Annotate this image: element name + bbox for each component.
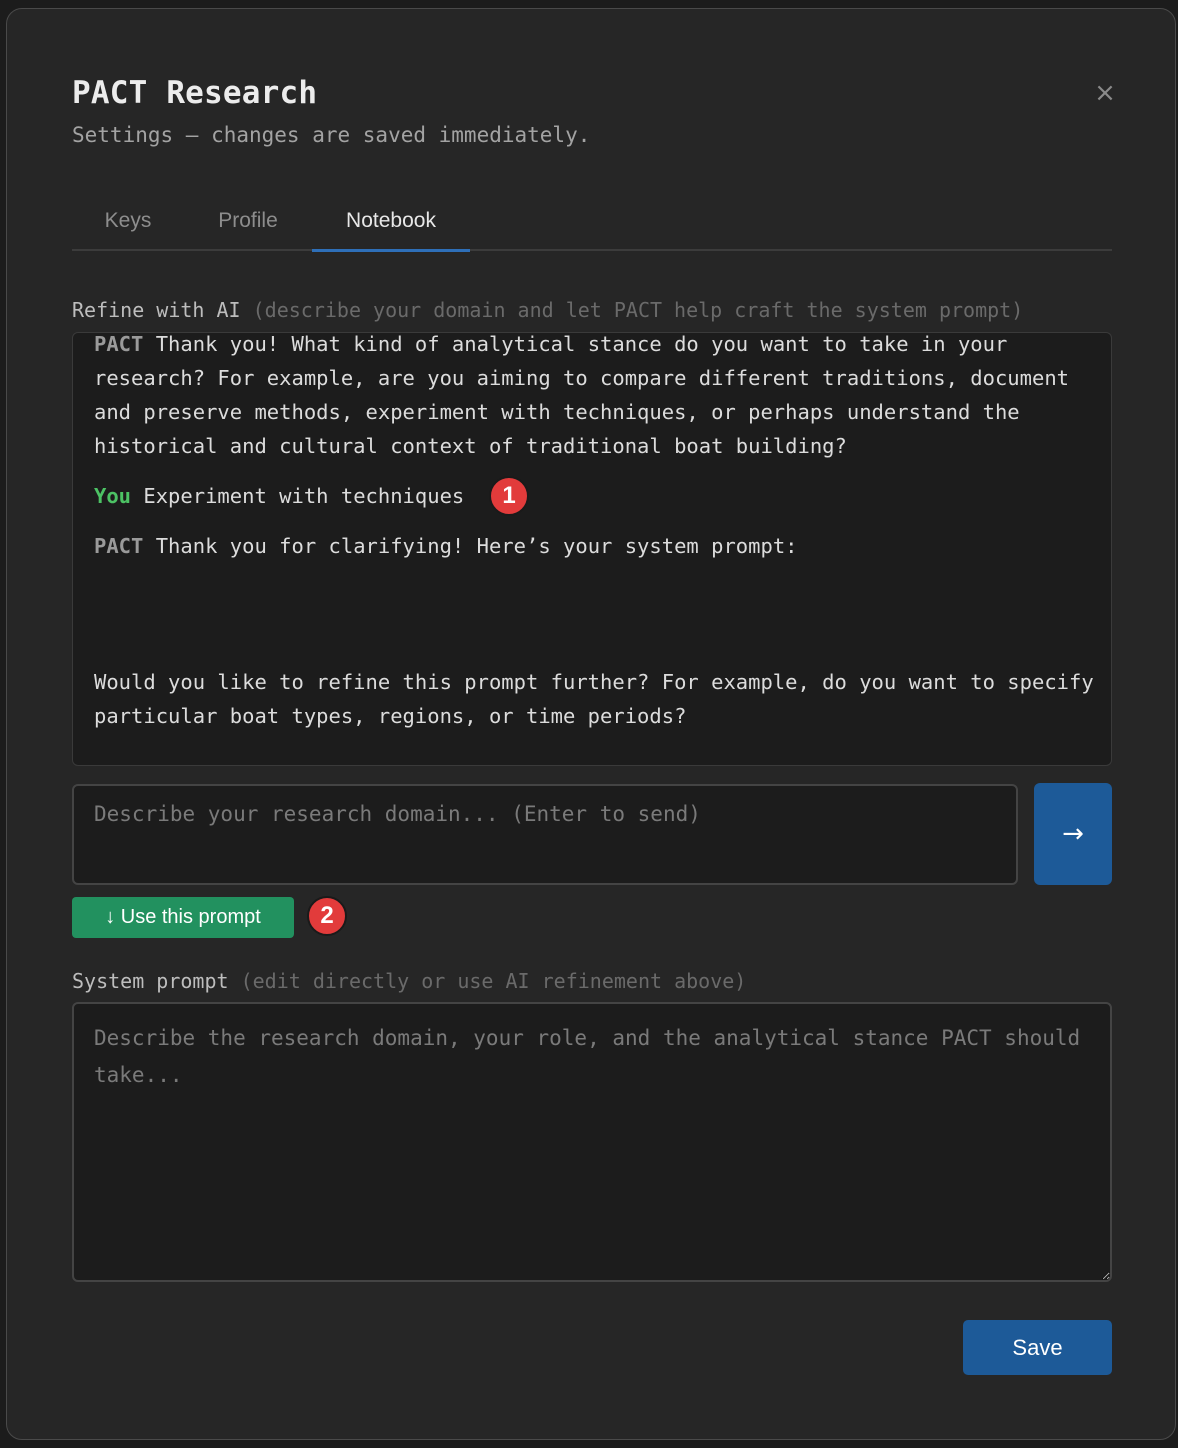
close-icon[interactable]: × <box>1094 78 1116 108</box>
system-prompt-textarea[interactable] <box>72 1002 1112 1282</box>
chat-message-you <box>94 479 1094 513</box>
chat-message-pact <box>94 332 1094 463</box>
system-prompt-label-text: System prompt <box>72 969 229 993</box>
speaker-you: You <box>94 484 132 508</box>
message-text: Thank you! What kind of analytical stance do you want to take in your research? For example, are you aiming to compare different traditions, document and preserve methods, experiment with techniques, or perhaps understand the historical and cultural context of traditional boat building? <box>94 332 1082 458</box>
tab-notebook[interactable]: Notebook <box>312 203 470 252</box>
message-text: Thank you for clarifying! Here’s your system prompt: <box>155 534 798 558</box>
dialog-subtitle: Settings — changes are saved immediately. <box>72 123 591 147</box>
dialog-title: PACT Research <box>72 75 318 111</box>
system-prompt-hint: (edit directly or use AI refinement above) <box>240 969 747 993</box>
refine-hint: (describe your domain and let PACT help craft the system prompt) <box>252 298 1024 322</box>
use-this-prompt-button[interactable]: ↓ Use this prompt <box>72 897 294 938</box>
message-text: Would you like to refine this prompt further? For example, do you want to specify particular boat types, regions, or time periods? <box>94 670 1107 728</box>
tab-keys[interactable]: Keys <box>104 209 152 232</box>
chat-message-pact <box>94 529 1094 563</box>
speaker-pact: PACT <box>94 332 144 356</box>
chat-transcript[interactable] <box>72 332 1112 766</box>
refine-label <box>72 298 1023 322</box>
speaker-pact: PACT <box>94 534 144 558</box>
save-button[interactable]: Save <box>963 1320 1112 1375</box>
settings-dialog <box>6 8 1176 1440</box>
research-domain-input[interactable] <box>72 784 1018 885</box>
system-prompt-label <box>72 969 746 993</box>
tab-bar <box>72 203 1112 251</box>
chat-message-continuation <box>94 665 1107 733</box>
refine-label-text: Refine with AI <box>72 298 241 322</box>
tab-profile[interactable]: Profile <box>218 209 278 232</box>
annotation-marker-2: 2 <box>307 896 347 936</box>
send-button[interactable]: → <box>1034 783 1112 885</box>
annotation-marker-1: 1 <box>489 476 529 516</box>
message-text: Experiment with techniques <box>143 484 465 508</box>
